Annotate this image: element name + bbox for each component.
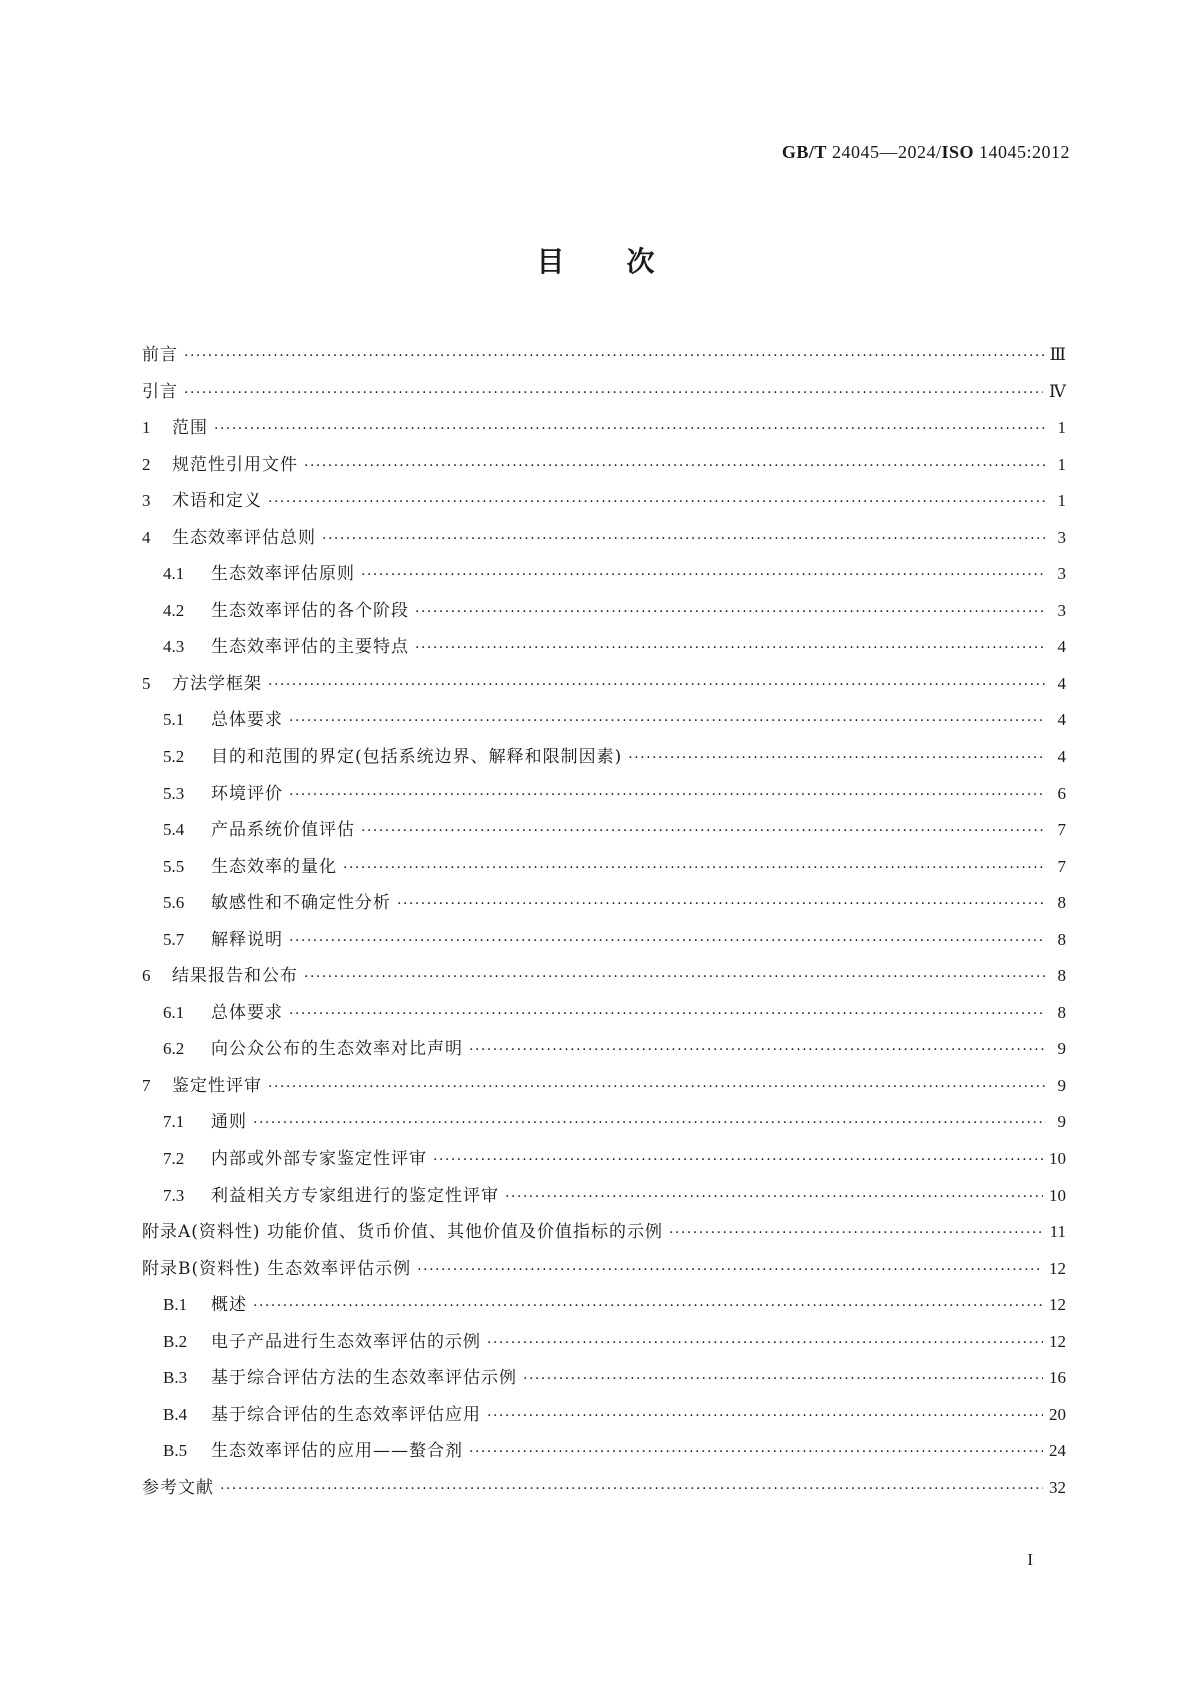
toc-entry-page: 16 [1049, 1368, 1066, 1388]
toc-dot-leader [361, 813, 1046, 850]
toc-entry-label: 概述 [211, 1295, 247, 1316]
toc-entry[interactable] [142, 885, 1066, 922]
toc-entry-label: 目的和范围的界定(包括系统边界、解释和限制因素) [211, 747, 623, 768]
toc-entry-label: 范围 [172, 418, 208, 439]
toc-entry-label: 总体要求 [211, 1002, 283, 1023]
toc-entry[interactable] [142, 1068, 1066, 1105]
toc-entry-page: Ⅳ [1049, 381, 1066, 401]
toc-entry-page: 3 [1057, 564, 1066, 584]
toc-dot-leader [361, 557, 1046, 594]
toc-entry-label: 向公众公布的生态效率对比声明 [211, 1039, 463, 1060]
toc-dot-leader [289, 996, 1046, 1033]
toc-entry-number: 7.2 [163, 1149, 185, 1169]
toc-dot-leader [289, 923, 1046, 960]
toc-entry-page: 4 [1057, 710, 1066, 730]
toc-entry-number: B.2 [163, 1331, 188, 1351]
toc-entry-page: 12 [1049, 1295, 1066, 1315]
toc-entry[interactable] [142, 1470, 1066, 1507]
toc-entry-label: 鉴定性评审 [172, 1075, 262, 1096]
toc-entry-page: 6 [1057, 783, 1066, 803]
toc-entry-label: 利益相关方专家组进行的鉴定性评审 [211, 1185, 499, 1206]
toc-entry-number: 5 [142, 673, 151, 693]
toc-dot-leader [268, 667, 1046, 704]
toc-entry-label: 环境评价 [211, 783, 283, 804]
toc-dot-leader [322, 521, 1046, 558]
toc-entry-page: 1 [1057, 491, 1066, 511]
toc-entry[interactable] [142, 995, 1066, 1032]
toc-entry-page: 24 [1049, 1441, 1066, 1461]
toc-entry[interactable] [142, 958, 1066, 995]
toc-entry-number: 7.3 [163, 1185, 185, 1205]
toc-entry-page: 8 [1057, 966, 1066, 986]
toc-entry-label: 术语和定义 [172, 491, 262, 512]
toc-entry-number: 6 [142, 966, 151, 986]
toc-entry-page: 7 [1057, 856, 1066, 876]
toc-entry-number: 6.2 [163, 1039, 185, 1059]
toc-entry[interactable] [142, 374, 1066, 411]
toc-entry-page: 32 [1049, 1477, 1066, 1497]
gbt-prefix: GB/T [781, 142, 827, 162]
toc-dot-leader [268, 1069, 1046, 1106]
toc-entry-page: 4 [1057, 747, 1066, 767]
toc-dot-leader [253, 1105, 1046, 1142]
iso-prefix: ISO [941, 142, 974, 162]
toc-entry-label: 引言 [142, 381, 178, 402]
toc-entry[interactable] [142, 1360, 1066, 1397]
toc-entry-label: 生态效率评估的主要特点 [211, 637, 409, 658]
toc-entry-label: 基于综合评估的生态效率评估应用 [211, 1404, 481, 1425]
toc-dot-leader [289, 777, 1046, 814]
toc-entry[interactable] [142, 1141, 1066, 1178]
toc-entry-label: 规范性引用文件 [172, 454, 298, 475]
toc-dot-leader [505, 1179, 1043, 1216]
toc-entry-page: 3 [1057, 600, 1066, 620]
toc-entry[interactable] [142, 922, 1066, 959]
toc-entry-label: 内部或外部专家鉴定性评审 [211, 1149, 427, 1170]
toc-dot-leader [184, 375, 1043, 412]
toc-dot-leader [289, 703, 1046, 740]
toc-entry-label: 电子产品进行生态效率评估的示例 [211, 1331, 481, 1352]
toc-entry[interactable] [142, 1433, 1066, 1470]
toc-dot-leader [304, 448, 1046, 485]
toc-entry[interactable] [142, 337, 1066, 374]
toc-entry[interactable] [142, 1251, 1066, 1288]
toc-entry-number: 1 [142, 418, 151, 438]
toc-entry-page: 9 [1057, 1112, 1066, 1132]
toc-entry-page: 4 [1057, 673, 1066, 693]
iso-number: 14045:2012 [973, 142, 1070, 162]
toc-entry[interactable] [142, 1287, 1066, 1324]
toc-entry-page: 7 [1057, 820, 1066, 840]
toc-entry-page: 8 [1057, 893, 1066, 913]
toc-entry[interactable] [142, 410, 1066, 447]
toc-entry-number: B.4 [163, 1404, 188, 1424]
toc-entry[interactable] [142, 1214, 1066, 1251]
toc-dot-leader [487, 1398, 1043, 1435]
toc-entry-number: 4.1 [163, 564, 185, 584]
toc-entry[interactable] [142, 1324, 1066, 1361]
toc-entry-page: 12 [1049, 1331, 1066, 1351]
table-of-contents [142, 337, 1066, 1507]
toc-dot-leader [417, 1252, 1043, 1289]
toc-entry-number: 2 [142, 454, 151, 474]
toc-entry-label: 总体要求 [211, 710, 283, 731]
toc-dot-leader [669, 1215, 1044, 1252]
toc-entry[interactable] [142, 556, 1066, 593]
toc-entry-label: 生态效率评估原则 [211, 564, 355, 585]
toc-entry[interactable] [142, 1031, 1066, 1068]
toc-entry-number: B.3 [163, 1368, 188, 1388]
toc-entry-number: 5.1 [163, 710, 185, 730]
toc-entry-page: Ⅲ [1049, 345, 1066, 364]
toc-dot-leader [253, 1288, 1043, 1325]
toc-entry-page: 1 [1057, 418, 1066, 438]
toc-entry-label: 生态效率评估的应用——螯合剂 [211, 1441, 463, 1462]
toc-entry-page: 20 [1049, 1404, 1066, 1424]
toc-entry-number: 3 [142, 491, 151, 511]
toc-dot-leader [523, 1361, 1043, 1398]
toc-entry-number: 4.2 [163, 600, 185, 620]
toc-entry[interactable] [142, 447, 1066, 484]
toc-entry[interactable] [142, 702, 1066, 739]
toc-entry[interactable] [142, 739, 1066, 776]
gbt-number: 24045—2024/ [826, 142, 942, 162]
toc-entry-number: B.5 [163, 1441, 188, 1461]
toc-entry-number: 5.7 [163, 929, 185, 949]
toc-entry-page: 9 [1057, 1075, 1066, 1095]
toc-entry[interactable] [142, 483, 1066, 520]
toc-entry-page: 3 [1057, 527, 1066, 547]
toc-entry-number: 5.5 [163, 856, 185, 876]
toc-dot-leader [304, 959, 1046, 996]
toc-entry-number: 4 [142, 527, 151, 547]
toc-entry-label: 产品系统价值评估 [211, 820, 355, 841]
toc-entry[interactable] [142, 666, 1066, 703]
toc-dot-leader [268, 484, 1046, 521]
toc-entry[interactable] [142, 1397, 1066, 1434]
toc-entry-page: 10 [1049, 1185, 1066, 1205]
standard-code [782, 142, 1070, 163]
toc-entry[interactable] [142, 593, 1066, 630]
toc-entry-page: 12 [1049, 1258, 1066, 1278]
toc-entry-page: 1 [1057, 454, 1066, 474]
toc-dot-leader [220, 1471, 1043, 1508]
toc-entry-page: 4 [1057, 637, 1066, 657]
toc-dot-leader [184, 338, 1044, 375]
toc-entry-page: 9 [1057, 1039, 1066, 1059]
toc-entry[interactable] [142, 1178, 1066, 1215]
toc-entry-label: 附录B(资料性) 生态效率评估示例 [142, 1258, 412, 1279]
page-title: 目次 [536, 245, 717, 278]
toc-entry-number: 7 [142, 1075, 151, 1095]
toc-entry-label: 结果报告和公布 [172, 966, 298, 987]
toc-entry-label: 基于综合评估方法的生态效率评估示例 [211, 1368, 517, 1389]
toc-entry-label: 前言 [142, 345, 178, 365]
toc-dot-leader [415, 630, 1046, 667]
toc-entry-page: 11 [1049, 1222, 1066, 1242]
toc-entry[interactable] [142, 776, 1066, 813]
toc-entry-label: 解释说明 [211, 929, 283, 950]
toc-entry[interactable] [142, 629, 1066, 666]
toc-entry-page: 8 [1057, 929, 1066, 949]
toc-entry-number: 5.6 [163, 893, 185, 913]
toc-dot-leader [628, 740, 1046, 777]
toc-entry-label: 方法学框架 [172, 673, 262, 694]
toc-entry-label: 敏感性和不确定性分析 [211, 893, 391, 914]
toc-entry-label: 附录A(资料性) 功能价值、货币价值、其他价值及价值指标的示例 [142, 1222, 663, 1243]
toc-entry[interactable] [142, 520, 1066, 557]
toc-entry-number: 5.2 [163, 747, 185, 767]
toc-dot-leader [415, 594, 1046, 631]
toc-entry-label: 参考文献 [142, 1477, 214, 1498]
toc-dot-leader [433, 1142, 1043, 1179]
toc-dot-leader [397, 886, 1046, 923]
page-number: I [1027, 1550, 1033, 1569]
toc-entry-label: 生态效率的量化 [211, 856, 337, 877]
toc-dot-leader [343, 850, 1046, 887]
toc-dot-leader [487, 1325, 1043, 1362]
toc-dot-leader [469, 1032, 1046, 1069]
toc-entry-label: 生态效率评估的各个阶段 [211, 600, 409, 621]
toc-entry-number: 7.1 [163, 1112, 185, 1132]
toc-entry-page: 10 [1049, 1149, 1066, 1169]
toc-entry-page: 8 [1057, 1002, 1066, 1022]
toc-dot-leader [469, 1434, 1043, 1471]
toc-entry-number: 4.3 [163, 637, 185, 657]
toc-entry-label: 生态效率评估总则 [172, 527, 316, 548]
toc-entry[interactable] [142, 812, 1066, 849]
toc-entry-label: 通则 [211, 1112, 247, 1133]
toc-dot-leader [214, 411, 1046, 448]
toc-entry[interactable] [142, 1104, 1066, 1141]
toc-entry-number: 5.4 [163, 820, 185, 840]
toc-entry-number: B.1 [163, 1295, 188, 1315]
toc-entry-number: 5.3 [163, 783, 185, 803]
toc-entry[interactable] [142, 849, 1066, 886]
toc-entry-number: 6.1 [163, 1002, 185, 1022]
